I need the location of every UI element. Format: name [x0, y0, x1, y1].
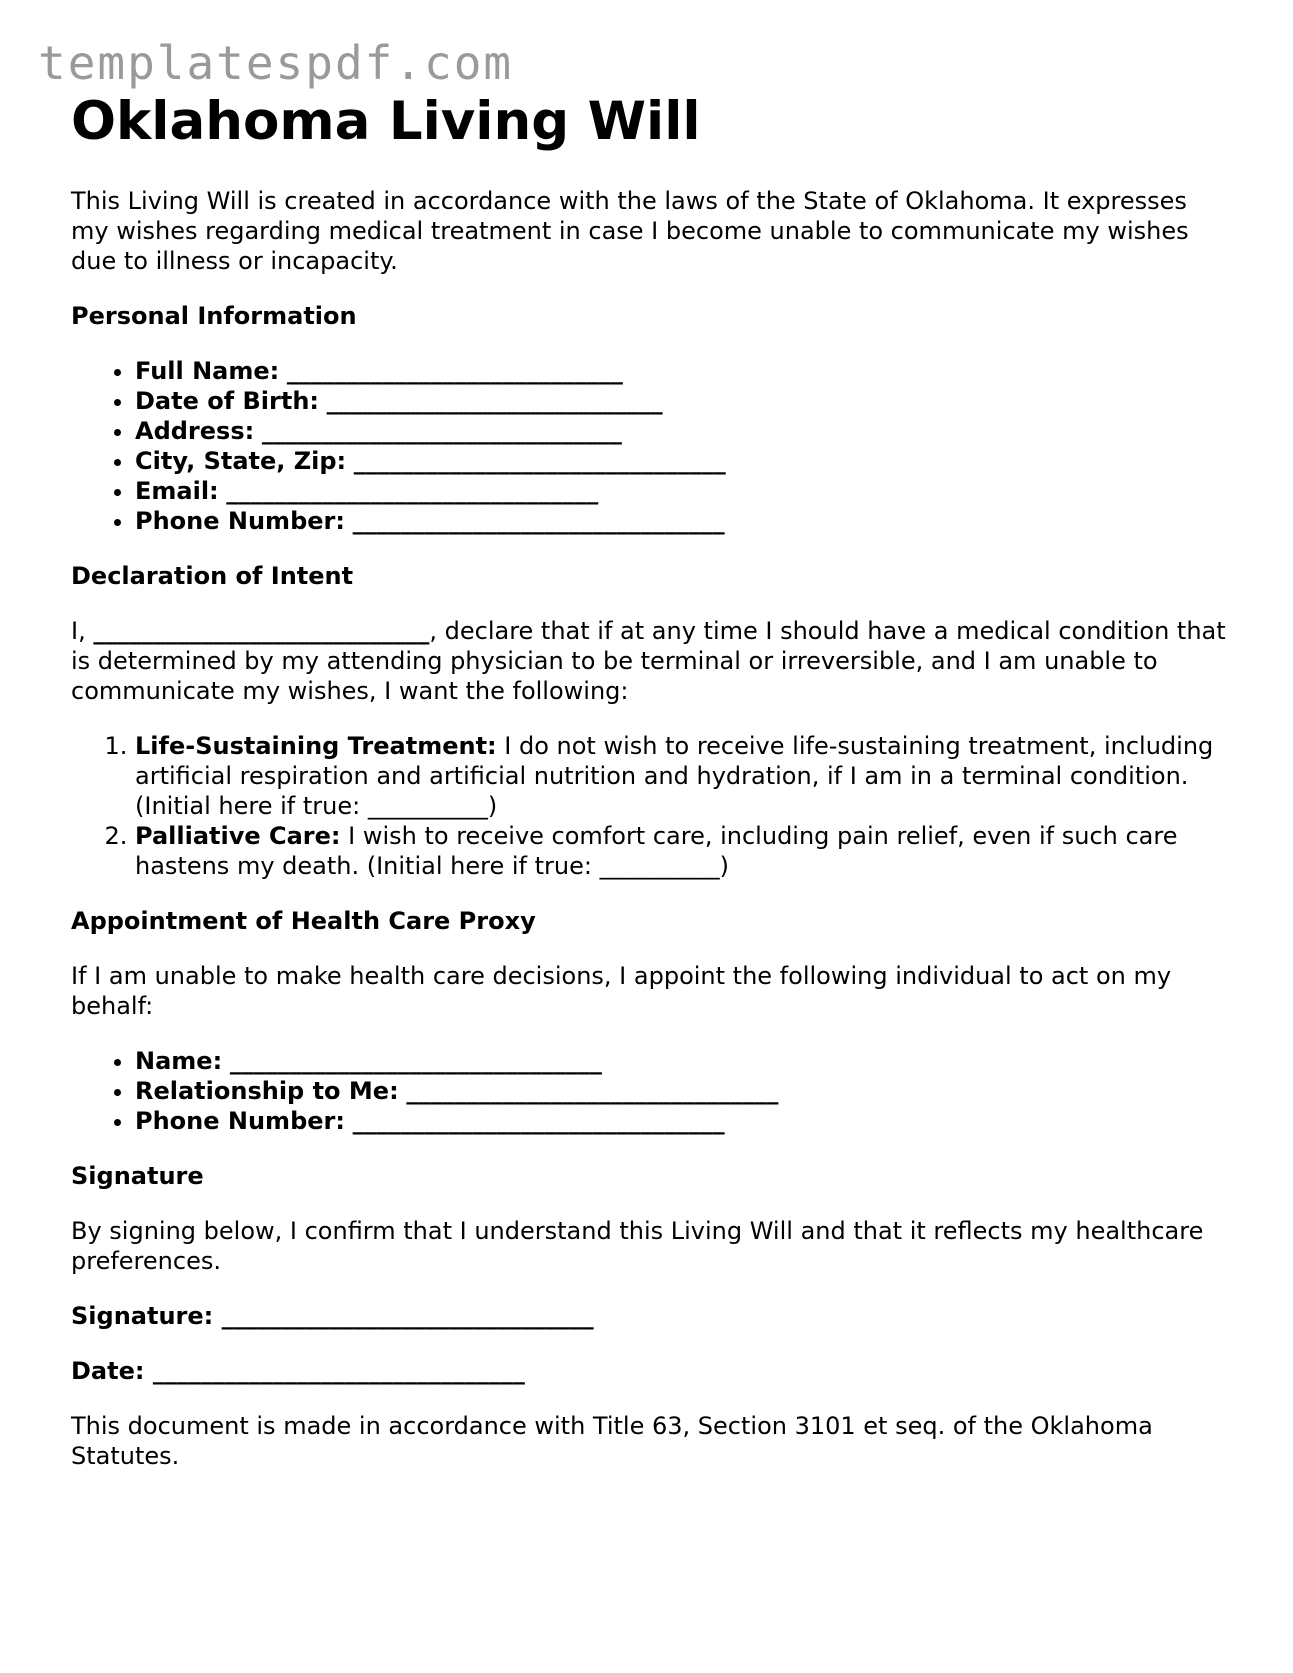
list-item — [135, 476, 1231, 506]
list-item — [135, 446, 1231, 476]
list-item — [135, 506, 1231, 536]
date-line — [71, 1356, 1231, 1386]
item-text: I wish to receive comfort care, including pain relief, even if such care hastens my death. (Initial here if true: __________) — [135, 821, 1178, 880]
document-body — [71, 92, 1231, 1471]
list-item — [135, 821, 1231, 881]
declaration-list — [71, 731, 1231, 881]
field-label: City, State, Zip: — [135, 446, 347, 475]
page-title: Oklahoma Living Will — [71, 91, 701, 152]
list-item — [135, 1076, 1231, 1106]
field-label: Address: — [135, 416, 255, 445]
list-item — [135, 356, 1231, 386]
declaration-prefix: I, — [71, 616, 86, 645]
field-blank: _______________________________ — [352, 506, 725, 535]
field-label: Relationship to Me: — [135, 1076, 399, 1105]
field-blank: ____________________________ — [286, 356, 623, 385]
personal-info-list — [71, 356, 1231, 536]
field-blank: _______________________________ — [406, 1076, 779, 1105]
signature-line — [71, 1301, 1231, 1331]
field-label: Phone Number: — [135, 506, 345, 535]
field-label: Phone Number: — [135, 1106, 345, 1135]
date-blank: _______________________________ — [152, 1356, 525, 1385]
signature-blank: _______________________________ — [221, 1301, 594, 1330]
declaration-heading: Declaration of Intent — [71, 561, 354, 590]
watermark: templatespdf.com — [38, 36, 514, 90]
field-label: Date of Birth: — [135, 386, 320, 415]
field-blank: _______________________________ — [226, 476, 599, 505]
signature-heading: Signature — [71, 1161, 204, 1190]
proxy-list — [71, 1046, 1231, 1136]
date-label: Date: — [71, 1356, 145, 1385]
field-blank: ____________________________ — [326, 386, 663, 415]
item-label: Palliative Care: — [135, 821, 341, 850]
proxy-heading: Appointment of Health Care Proxy — [71, 906, 536, 935]
list-item — [135, 731, 1231, 821]
list-item — [135, 1106, 1231, 1136]
declaration-text: , declare that if at any time I should have a medical condition that is determined by my attending physician to be terminal or irreversible, and I am unable to communicate my wishes, I want the following: — [71, 616, 1226, 705]
field-blank: ______________________________ — [261, 416, 622, 445]
signature-paragraph: By signing below, I confirm that I understand this Living Will and that it reflects my healthcare preferences. — [71, 1216, 1204, 1275]
proxy-paragraph: If I am unable to make health care decisions, I appoint the following individual to act on my behalf: — [71, 961, 1172, 1020]
item-label: Life-Sustaining Treatment: — [135, 731, 497, 760]
field-label: Full Name: — [135, 356, 280, 385]
item-text: I do not wish to receive life-sustaining treatment, including artificial respiration and artificial nutrition and hydration, if I am in a terminal condition. (Initial here if true: __________) — [135, 731, 1214, 820]
footer-paragraph: This document is made in accordance with Title 63, Section 3101 et seq. of the Oklahoma Statutes. — [71, 1411, 1153, 1470]
personal-info-heading: Personal Information — [71, 301, 357, 330]
list-item — [135, 416, 1231, 446]
intro-paragraph: This Living Will is created in accordance with the laws of the State of Oklahoma. It expresses my wishes regarding medical treatment in case I become unable to communicate my wishes due to illness or incapacity. — [71, 186, 1189, 275]
field-blank: _______________________________ — [352, 1106, 725, 1135]
declaration-paragraph — [71, 616, 1231, 706]
field-label: Name: — [135, 1046, 223, 1075]
field-blank: _______________________________ — [353, 446, 726, 475]
field-label: Email: — [135, 476, 219, 505]
field-blank: _______________________________ — [229, 1046, 602, 1075]
declaration-blank: ____________________________ — [93, 616, 430, 645]
list-item — [135, 1046, 1231, 1076]
signature-label: Signature: — [71, 1301, 214, 1330]
list-item — [135, 386, 1231, 416]
